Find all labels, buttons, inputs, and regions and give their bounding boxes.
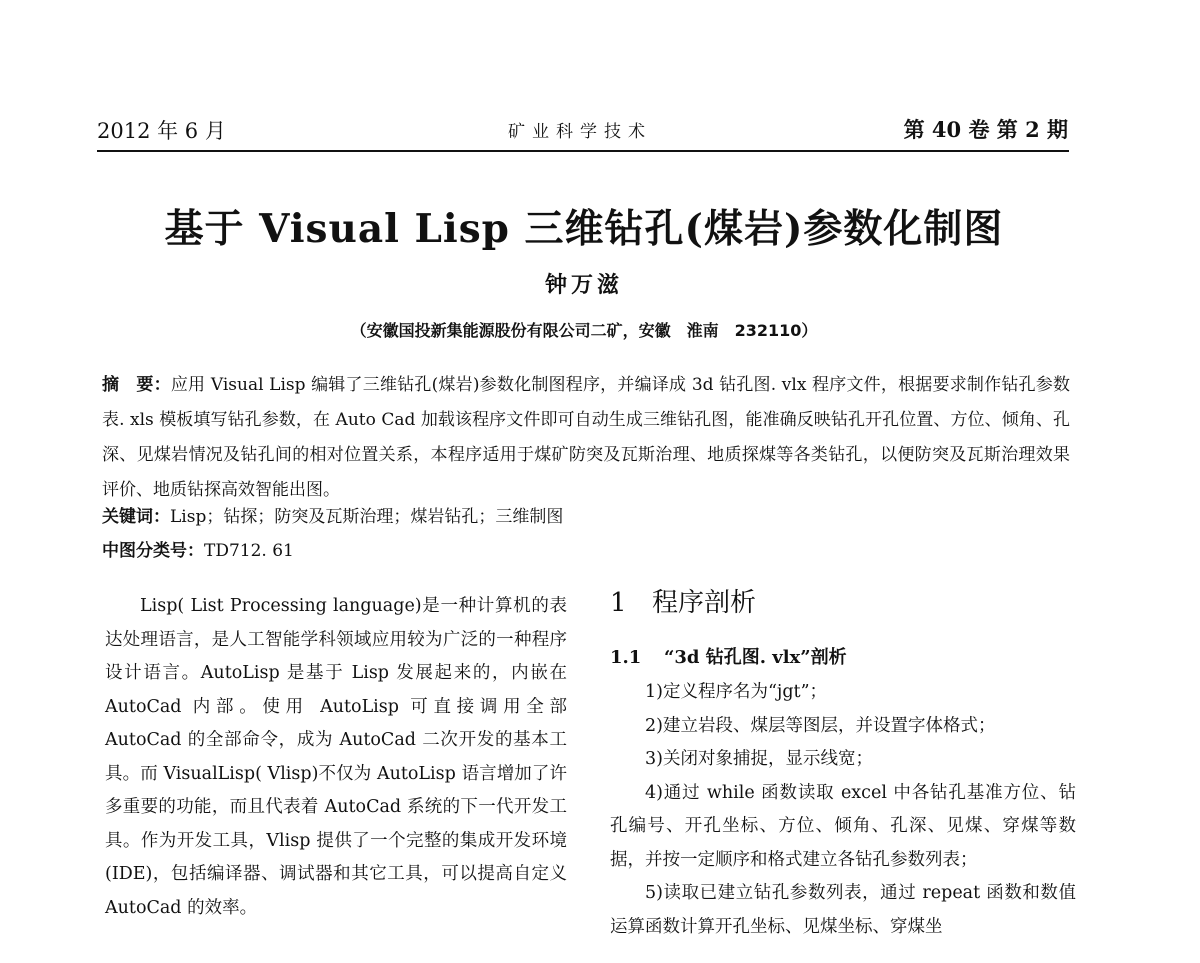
- classification-label: 中图分类号：: [102, 541, 204, 561]
- subsection-number: 1.1: [610, 647, 642, 668]
- step-list: [610, 676, 1076, 944]
- paper-author: 钟万滋: [544, 272, 623, 298]
- classification-text: TD712. 61: [204, 541, 294, 561]
- step-item: 1)定义程序名为“jgt”；: [645, 682, 828, 702]
- header-rule: [97, 150, 1069, 152]
- paper-title: 基于 Visual Lisp 三维钻孔(煤岩)参数化制图: [164, 206, 1004, 252]
- keywords: [102, 502, 563, 527]
- header-date: 2012 年 6 月: [97, 119, 226, 143]
- step-item: 3)关闭对象捕捉，显示线宽；: [645, 749, 873, 769]
- header-journal: 矿业科学技术: [508, 122, 652, 142]
- header-issue: 第 40 卷 第 2 期: [903, 117, 1068, 142]
- step-item: 2)建立岩段、煤层等图层，并设置字体格式；: [645, 715, 996, 736]
- right-column: [610, 582, 1076, 944]
- abstract-text: 应用 Visual Lisp 编辑了三维钻孔(煤岩)参数化制图程序，并编译成 3d 钻孔图. vlx 程序文件，根据要求制作钻孔参数表. xls 模板填写钻孔参数，在 Auto Cad 加载该程序文件即可自动生成三维钻孔图，能准确反映钻孔开孔位置、方位、倾角、孔深、见煤岩情况及钻孔间的相对位置关系，本程序适用于煤矿防突及瓦斯治理、地质探煤等各类钻孔，以便防突及瓦斯治理效果评价、地质钻探高效智能出图。: [102, 375, 1070, 500]
- keywords-text: Lisp；钻探；防突及瓦斯治理；煤岩钻孔；三维制图: [170, 507, 564, 527]
- step-item: 5)读取已建立钻孔参数列表，通过 repeat 函数和数值运算函数计算开孔坐标、见煤坐标、穿煤坐: [610, 883, 1076, 937]
- abstract-label: 摘 要：: [102, 375, 171, 395]
- abstract: [102, 368, 1070, 508]
- step-item: 4)通过 while 函数读取 excel 中各钻孔基准方位、钻孔编号、开孔坐标、方位、倾角、孔深、见煤、穿煤等数据，并按一定顺序和格式建立各钻孔参数列表；: [610, 782, 1076, 870]
- subsection-heading: [610, 640, 1076, 676]
- section-title: 程序剖析: [652, 588, 757, 618]
- body-paragraph: Lisp( List Processing language)是一种计算机的表达处理语言，是人工智能学科领域应用较为广泛的一种程序设计语言。AutoLisp 是基于 Lisp 发展起来的，内嵌在 AutoCad 内部。使用 AutoLisp 可直接调用全部 AutoCad 的全部命令，成为 AutoCad 二次开发的基本工具。而 VisualLisp( Vlisp)不仅为 AutoLisp 语言增加了许多重要的功能，而且代表着 AutoCad 系统的下一代开发工具。作为开发工具，Vlisp 提供了一个完整的集成开发环境(IDE)，包括编译器、调试器和其它工具，可以提高自定义 AutoCad 的效率。: [105, 596, 567, 918]
- affiliation: （安徽国投新集能源股份有限公司二矿，安徽 淮南 232110）: [350, 321, 818, 340]
- subsection-title: “3d 钻孔图. vlx”剖析: [664, 647, 847, 668]
- left-column: [105, 590, 567, 925]
- section-number: 1: [610, 588, 627, 618]
- classification: [102, 536, 294, 561]
- section-heading: [610, 582, 1076, 624]
- keywords-label: 关键词：: [102, 507, 170, 527]
